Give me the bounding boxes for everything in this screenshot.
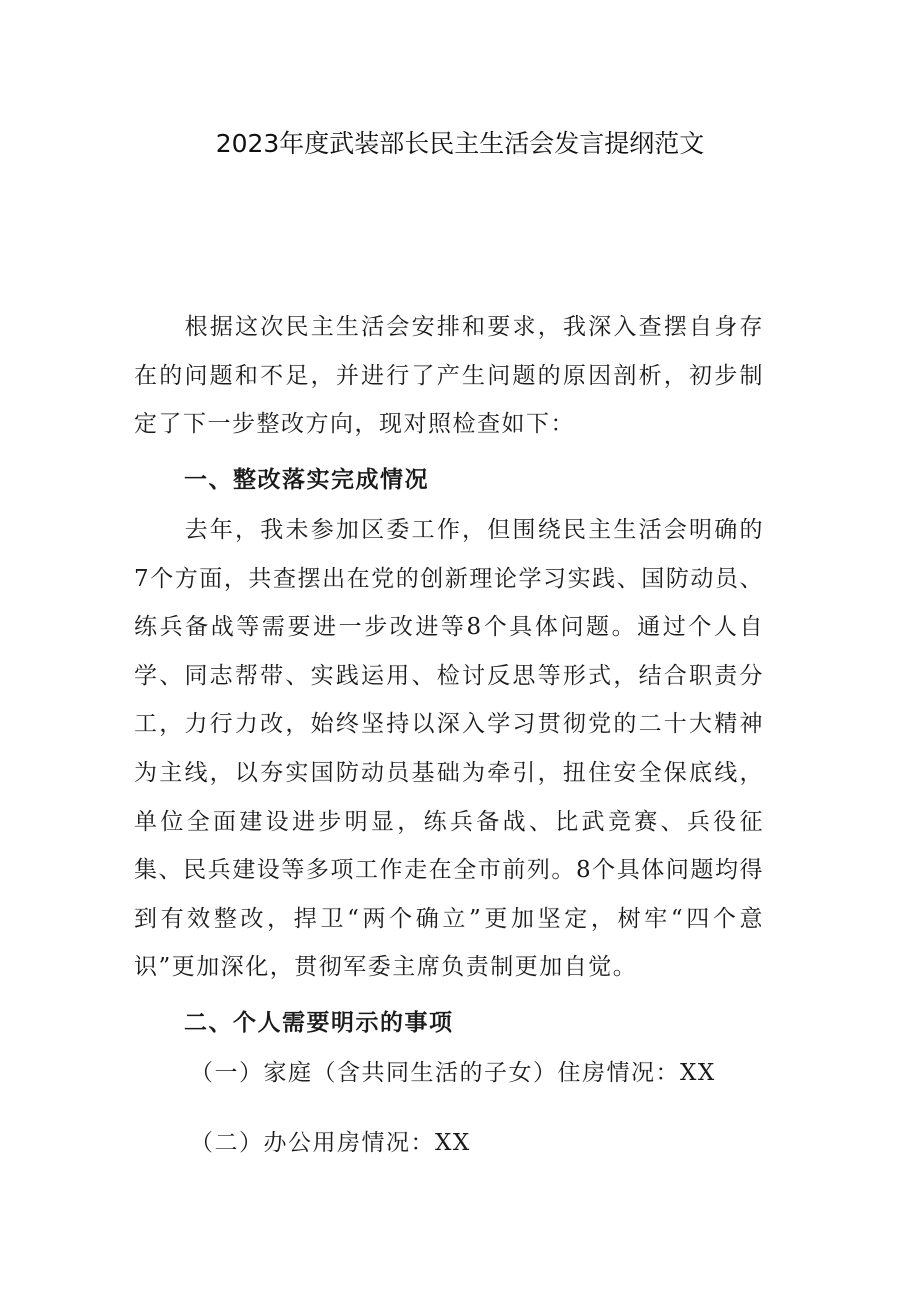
document-title: 2023年度武装部长民主生活会发言提纲范文: [215, 129, 705, 158]
sub-item-office: （二）办公用房情况：XX: [190, 1130, 471, 1156]
section-heading-2: 二、个人需要明示的事项: [184, 1009, 454, 1036]
sub-item-housing: （一）家庭（含共同生活的子女）住房情况：XX: [190, 1060, 716, 1086]
section-1-paragraph: 去年，我未参加区委工作，但围绕民主生活会明确的7个方面，共查摆出在党的创新理论学习实践、国防动员、练兵备战等需要进一步改进等8个具体问题。通过个人自学、同志帮带、实践运用、检讨反思等形式，结合职责分工，力行力改，始终坚持以深入学习贯彻党的二十大精神为主线，以夯实国防动员基础为牵引，扭住安全保底线，单位全面建设进步明显，练兵备战、比武竞赛、兵役征集、民兵建设等多项工作走在全市前列。8个具体问题均得到有效整改，捍卫“两个确立”更加坚定，树牢“四个意识”更加深化，贯彻军委主席负责制更加自觉。: [134, 517, 764, 981]
intro-paragraph: 根据这次民主生活会安排和要求，我深入查摆自身存在的问题和不足，并进行了产生问题的原因剖析，初步制定了下一步整改方向，现对照检查如下：: [134, 314, 764, 438]
section-heading-1: 一、整改落实完成情况: [184, 466, 429, 493]
